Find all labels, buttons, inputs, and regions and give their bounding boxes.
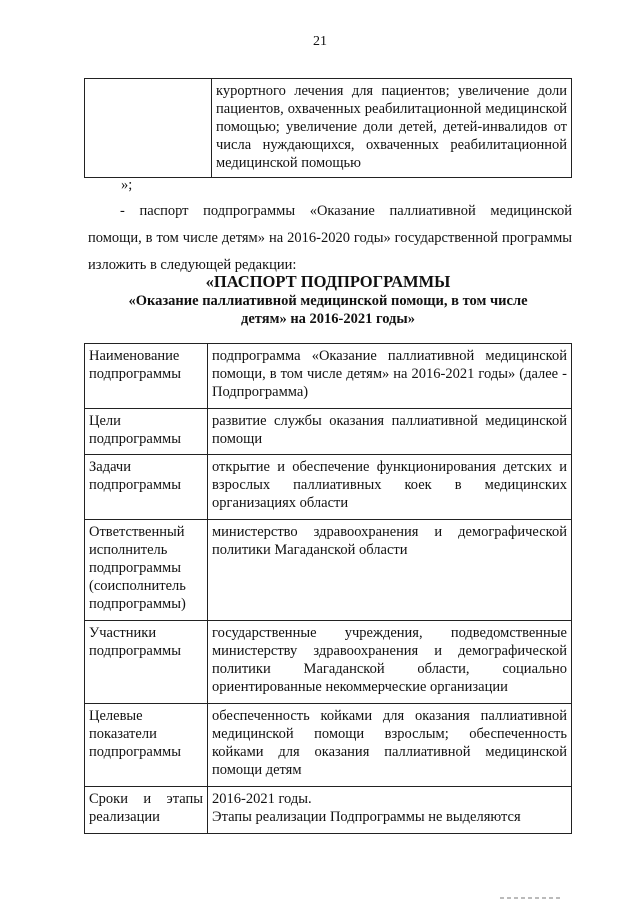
page-number: 21 [313, 34, 327, 49]
scan-artifact [500, 897, 560, 899]
closing-quote: »; [121, 177, 133, 193]
row-value: открытие и обеспечение функционирования детских и взрослых паллиативных коек в медицинских организациях области [208, 455, 572, 520]
table-row [85, 79, 572, 178]
label-word: Сроки [89, 791, 128, 807]
label-word: этапы [166, 791, 203, 807]
table-cell-label [85, 79, 212, 178]
row-label: Цели подпрограммы [85, 409, 208, 455]
passport-table [84, 343, 572, 834]
passport-heading-subtitle: «Оказание паллиативной медицинской помощи, в том числе детям» на 2016-2021 годы» [128, 293, 528, 327]
row-value: министерство здравоохранения и демографической политики Магаданской области [208, 520, 572, 621]
table-row [85, 621, 572, 704]
row-label: Задачи подпрограммы [85, 455, 208, 520]
row-value: развитие службы оказания паллиативной медицинской помощи [208, 409, 572, 455]
row-label [85, 787, 208, 834]
table-row [85, 455, 572, 520]
table-row [85, 704, 572, 787]
row-value [208, 787, 572, 834]
label-word: и [143, 791, 152, 807]
row-label: Ответственный исполнитель подпрограммы (соисполнитель подпрограммы) [85, 520, 208, 621]
row-value-line: 2016-2021 годы. [212, 791, 312, 807]
row-value-line: Этапы реализации Подпрограммы не выделяются [212, 809, 521, 825]
row-value: обеспеченность койками для оказания паллиативной медицинской помощи взрослым; обеспеченность койками для оказания паллиативной медицинской помощи детям [208, 704, 572, 787]
table-cell-value: курортного лечения для пациентов; увеличение доли пациентов, охваченных реабилитационной медицинской помощью; увеличение доли детей, детей-инвалидов от числа нуждающихся, охваченных реабилитационной медицинской помощью [212, 79, 572, 178]
row-value: государственные учреждения, подведомственные министерству здравоохранения и демографической политики Магаданской области, социально ориентированные некоммерческие организации [208, 621, 572, 704]
label-word: реализации [89, 809, 160, 825]
row-value: подпрограмма «Оказание паллиативной медицинской помощи, в том числе детям» на 2016-2021 годы» (далее - Подпрограмма) [208, 344, 572, 409]
row-label: Участники подпрограммы [85, 621, 208, 704]
passport-heading-title: «ПАСПОРТ ПОДПРОГРАММЫ [205, 272, 451, 291]
row-label-line [89, 790, 203, 808]
continuation-table [84, 78, 572, 178]
passport-heading [84, 272, 572, 328]
table-row [85, 344, 572, 409]
amendment-paragraph: - паспорт подпрограммы «Оказание паллиативной медицинской помощи, в том числе детям» на 2016-2020 годы» государственной программы изложить в следующей редакции: [88, 203, 572, 273]
row-label: Наименование подпрограммы [85, 344, 208, 409]
table-row [85, 409, 572, 455]
table-row [85, 787, 572, 834]
table-row [85, 520, 572, 621]
row-label: Целевые показатели подпрограммы [85, 704, 208, 787]
